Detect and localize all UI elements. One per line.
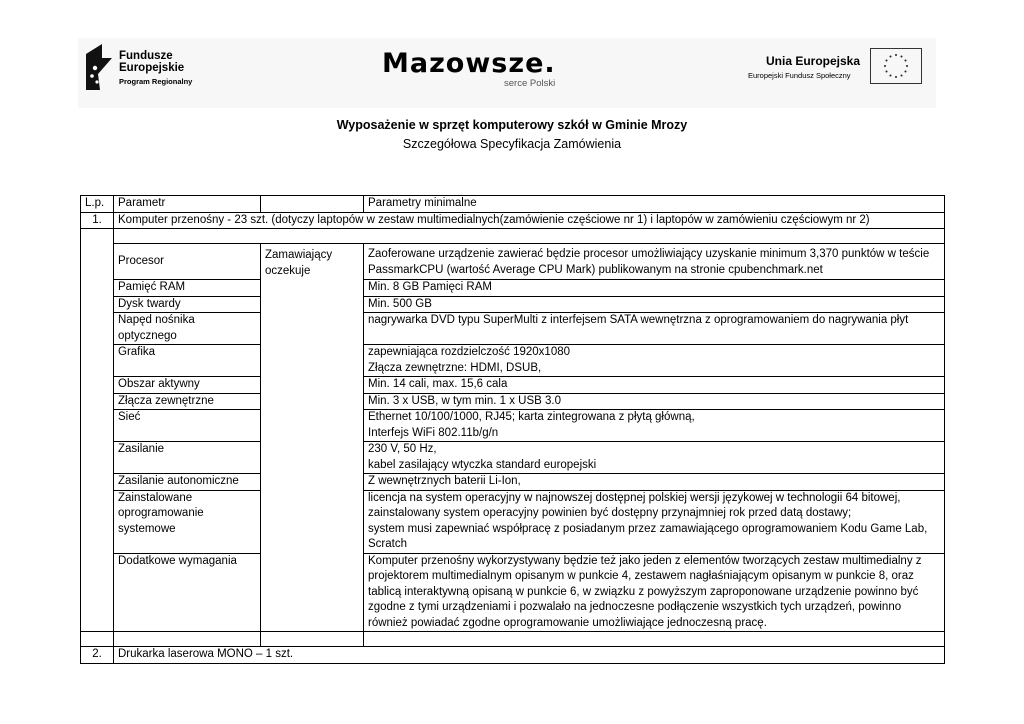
param-value: nagrywarka DVD typu SuperMulti z interfejsem SATA wewnętrzna z oprogramowaniem do nagrywania płyt	[364, 313, 945, 345]
header-parametry-minimalne: Parametry minimalne	[364, 196, 945, 213]
header-blank	[261, 196, 364, 213]
param-name: Grafika	[114, 345, 261, 377]
table-row	[81, 410, 945, 442]
fe-line3: Program Regionalny	[119, 77, 193, 86]
param-value: zapewniająca rozdzielczość 1920x1080 Złącza zewnętrzne: HDMI, DSUB,	[364, 345, 945, 377]
table-row	[81, 442, 945, 474]
empty-row	[81, 632, 945, 647]
param-name: Złącza zewnętrzne	[114, 393, 261, 410]
param-value: Z wewnętrznych baterii Li-Ion,	[364, 474, 945, 491]
item1-lp-span	[81, 229, 114, 632]
item1-spacer-row	[81, 229, 945, 244]
ue-subtitle: Europejski Fundusz Społeczny	[748, 71, 851, 80]
item1-title-row	[81, 212, 945, 229]
table-row	[81, 490, 945, 553]
fe-emblem-icon	[86, 44, 112, 90]
item2-lp: 2.	[81, 647, 114, 664]
param-value: 230 V, 50 Hz, kabel zasilający wtyczka standard europejski	[364, 442, 945, 474]
table-header-row	[81, 196, 945, 213]
table-row	[81, 244, 945, 280]
empty-cell	[114, 632, 261, 647]
item1-description: Komputer przenośny - 23 szt. (dotyczy laptopów w zestaw multimedialnych(zamówienie częściowe nr 1) i laptopów w zamówieniu częściowym nr 2)	[114, 212, 945, 229]
param-value: Zaoferowane urządzenie zawierać będzie procesor umożliwiający uzyskanie minimum 3,370 punktów w teście PassmarkCPU (wartość Average CPU Mark) publikowanym na stronie cpubenchmark.net	[364, 244, 945, 280]
zamawiajacy-oczekuje: Zamawiający oczekuje	[261, 244, 364, 632]
mazowsze-logo	[382, 50, 572, 92]
fe-line2: Europejskie	[119, 62, 185, 74]
param-name: Zasilanie autonomiczne	[114, 474, 261, 491]
ue-title: Unia Europejska	[766, 54, 861, 68]
param-name: Zasilanie	[114, 442, 261, 474]
item2-row	[81, 647, 945, 664]
document-title: Wyposażenie w sprzęt komputerowy szkół w Gminie Mrozy	[336, 118, 688, 132]
param-name: Zainstalowane oprogramowanie systemowe	[114, 490, 261, 553]
table-row	[81, 377, 945, 394]
param-name: Procesor	[114, 244, 261, 280]
table-row	[81, 345, 945, 377]
table-row	[81, 474, 945, 491]
eu-flag-icon	[870, 48, 922, 84]
empty-cell	[81, 632, 114, 647]
item1-lp: 1.	[81, 212, 114, 229]
param-name: Obszar aktywny	[114, 377, 261, 394]
mazowsze-tagline: serce Polski	[504, 78, 556, 89]
empty-cell	[261, 632, 364, 647]
param-value: licencja na system operacyjny w najnowszej dostępnej polskiej wersji językowej w technologii 64 bitowej, zainstalowany system operacyjny powinien być dostępny przynajmniej rok przed datą dostawy; system musi zapewniać współpracę z posiadanym przez zamawiającego oprogramowaniem Kodu Game Lab, Scratch	[364, 490, 945, 553]
mazowsze-wordmark: Mazowsze.	[382, 48, 556, 79]
header-lp: L.p.	[81, 196, 114, 213]
header-parametr: Parametr	[114, 196, 261, 213]
item2-description: Drukarka laserowa MONO – 1 szt.	[114, 647, 945, 664]
param-name: Pamięć RAM	[114, 280, 261, 297]
param-value: Min. 14 cali, max. 15,6 cala	[364, 377, 945, 394]
table-row	[81, 393, 945, 410]
param-name: Sieć	[114, 410, 261, 442]
specification-table	[80, 195, 945, 664]
param-value: Komputer przenośny wykorzystywany będzie też jako jeden z elementów tworzących zestaw multimedialny z projektorem multimedialnym opisanym w punkcie 4, zestawem nagłaśniającym opisanym w punkcie 8, oraz tablicą interaktywną opisaną w punkcie 6, w związku z powyższym zaproponowane urządzenie powinno być zgodne z tymi urządzeniami i pozwalało na jednoczesne podłączenie wszystkich tych urządzeń, powinno również powiadać zgodne oprogramowanie umożliwiające jednoczesną pracę.	[364, 553, 945, 632]
spacer-cell	[114, 229, 945, 244]
unia-europejska-logo	[746, 50, 926, 90]
empty-cell	[364, 632, 945, 647]
param-value: Min. 500 GB	[364, 296, 945, 313]
param-name: Dysk twardy	[114, 296, 261, 313]
table-row	[81, 313, 945, 345]
param-value: Min. 3 x USB, w tym min. 1 x USB 3.0	[364, 393, 945, 410]
table-row	[81, 553, 945, 632]
document-subtitle: Szczegółowa Specyfikacja Zamówienia	[402, 137, 622, 151]
param-value: Ethernet 10/100/1000, RJ45; karta zintegrowana z płytą główną, Interfejs WiFi 802.11b/g/n	[364, 410, 945, 442]
fe-line1: Fundusze	[119, 50, 173, 62]
fundusze-europejskie-logo	[86, 44, 216, 94]
table-row	[81, 296, 945, 313]
param-name: Dodatkowe wymagania	[114, 553, 261, 632]
param-value: Min. 8 GB Pamięci RAM	[364, 280, 945, 297]
table-row	[81, 280, 945, 297]
param-name: Napęd nośnika optycznego	[114, 313, 261, 345]
